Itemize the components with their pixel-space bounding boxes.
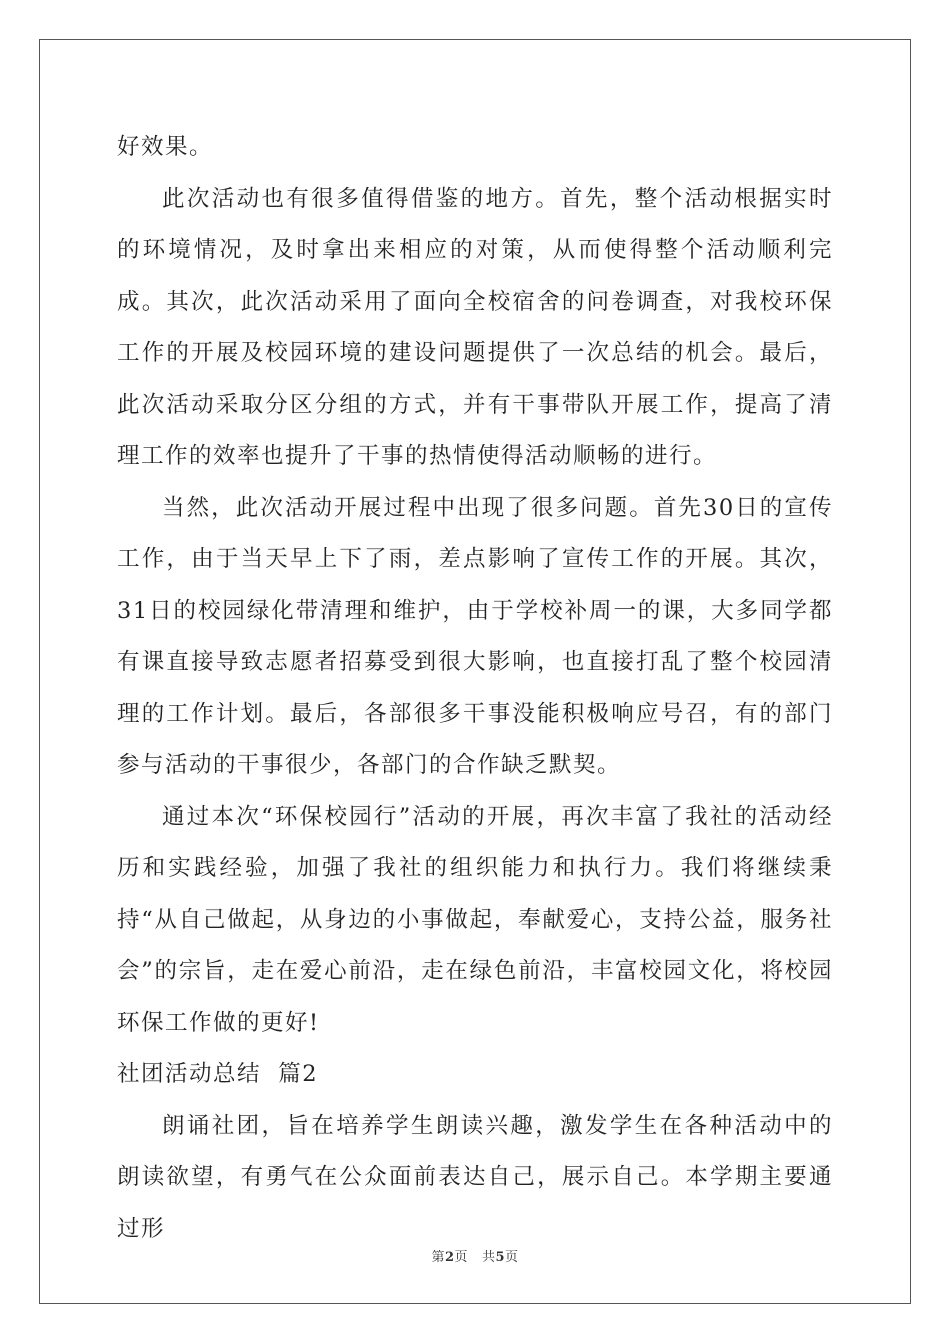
footer-total-suffix: 页 (505, 1250, 519, 1265)
footer-page-suffix: 页 (454, 1250, 469, 1265)
document-body (117, 122, 833, 1255)
paragraph-problems: 当然，此次活动开展过程中出现了很多问题。首先30日的宣传工作，由于当天早上下了雨，差点影响了宣传工作的开展。其次，31日的校园绿化带清理和维护，由于学校补周一的课，大多同学都有课直接导致志愿者招募受到很大影响，也直接打乱了整个校园清理的工作计划。最后，各部很多干事没能积极响应号召，有的部门参与活动的干事很少，各部门的合作缺乏默契。 (117, 494, 833, 778)
section-heading: 社团活动总结 篇2 (117, 1061, 319, 1087)
footer-total-pages: 5 (495, 1250, 506, 1265)
page-footer (0, 1246, 950, 1265)
paragraph-recitation-club: 朗诵社团，旨在培养学生朗读兴趣，激发学生在各种活动中的朗读欲望，有勇气在公众面前表达自己，展示自己。本学期主要通过形 (117, 1112, 833, 1242)
footer-page-number: 2 (444, 1250, 455, 1265)
footer-page-prefix: 第 (431, 1250, 445, 1265)
paragraph-continuation: 好效果。 (117, 134, 214, 160)
paragraph-conclusion: 通过本次“环保校园行”活动的开展，再次丰富了我社的活动经历和实践经验，加强了我社的组织能力和执行力。我们将继续秉持“从自己做起，从身边的小事做起，奉献爱心，支持公益，服务社会”的宗旨，走在爱心前沿，走在绿色前沿，丰富校园文化，将校园环保工作做的更好! (117, 803, 833, 1036)
footer-total-prefix: 共 (481, 1250, 496, 1265)
paragraph-advantages: 此次活动也有很多值得借鉴的地方。首先，整个活动根据实时的环境情况，及时拿出来相应的对策，从而使得整个活动顺利完成。其次，此次活动采用了面向全校宿舍的问卷调查，对我校环保工作的开展及校园环境的建设问题提供了一次总结的机会。最后，此次活动采取分区分组的方式，并有干事带队开展工作，提高了清理工作的效率也提升了干事的热情使得活动顺畅的进行。 (117, 185, 833, 469)
